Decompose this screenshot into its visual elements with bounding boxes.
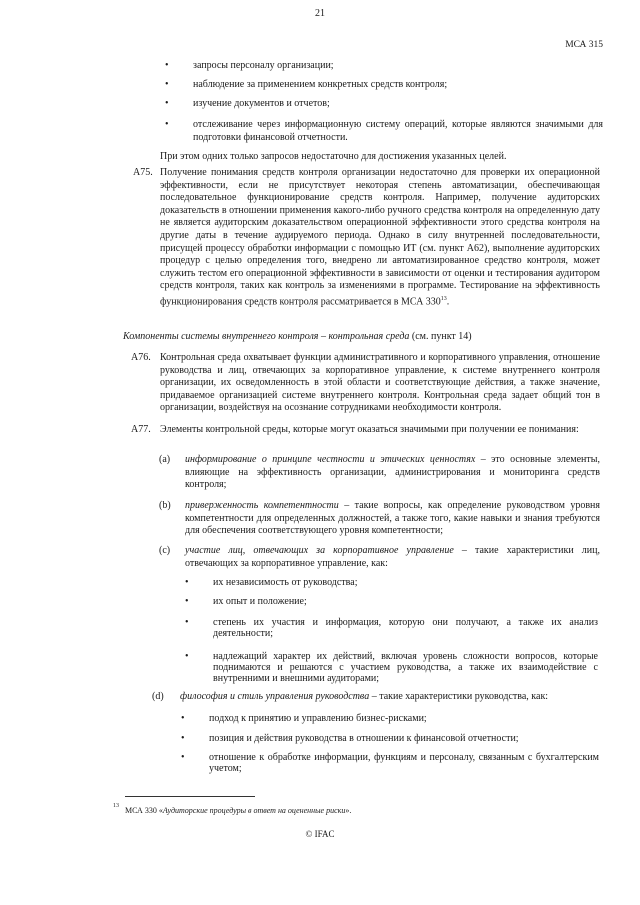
- item-label: (c): [159, 545, 171, 556]
- item-label: (a): [159, 454, 171, 465]
- list-item: • степень их участия и информация, которую они получают, а также их анализ деятельности;: [213, 617, 598, 639]
- item-label: (b): [159, 500, 171, 511]
- list-item: • отслеживание через информационную систему операций, которые являются значимыми для подготовки финансовой отчетности.: [193, 119, 603, 144]
- list-item: • подход к принятию и управлению бизнес-рисками;: [209, 713, 599, 724]
- list-item: • запросы персоналу организации;: [193, 60, 603, 71]
- paragraph-a77: Элементы контрольной среды, которые могут оказаться значимыми при получении ее понимания:: [160, 424, 579, 435]
- paragraph-number: A77.: [131, 424, 151, 435]
- paragraph-note: При этом одних только запросов недостаточно для достижения указанных целей.: [160, 151, 507, 162]
- footnote: 13 МСА 330 «Аудиторские процедуры в ответ на оцененные риски».: [113, 803, 352, 815]
- list-item: • отношение к обработке информации, функциям и персоналу, связанным с бухгалтерским учетом;: [209, 752, 599, 774]
- section-heading: Компоненты системы внутреннего контроля – контрольная среда (см. пункт 14): [123, 331, 472, 342]
- paragraph-a75: Получение понимания средств контроля организации недостаточно для проверки их операционной эффективности, если не присутствует некоторая степень автоматизации, обеспечивающая последовательное функционирование средств контроля. Например, получение аудиторских доказательств в отношении применения какого-либо ручного средства контроля на определенную дату не является аудиторским доказательством операционной эффективности этого средства контроля на другие даты в течение аудируемого периода. Однако в силу внутренней последовательности, присущей процессу обработки информации с помощью ИТ (см. пункт A62), выполнение аудиторских процедур с целью определения того, внедрено ли автоматизированное средство контроля, может служить тестом его операционной эффективности в зависимости от оценки и тестирования аудитором средств контроля, таких как контроль за изменениями в программе. Тестирование на эффективность функционирования средств контроля рассматривается в МСА $330^{13}$.: [160, 167, 600, 308]
- footnote-ref: 13: [440, 295, 447, 302]
- standard-code: МСА 315: [565, 40, 603, 50]
- item-d: философия и стиль управления руководства – такие характеристики руководства, как:: [180, 691, 549, 702]
- list-item: • их опыт и положение;: [213, 596, 598, 607]
- paragraph-number: A75.: [133, 167, 153, 178]
- page-number: 21: [315, 8, 325, 19]
- page-footer: © IFAC: [305, 829, 335, 839]
- list-item: • наблюдение за применением конкретных средств контроля;: [193, 79, 603, 90]
- paragraph-number: A76.: [131, 352, 151, 363]
- item-b: приверженность компетентности – такие вопросы, как определение руководством уровня компетентности для определенных должностей, а также того, какие навыки и знания требуются для обеспечения соответствующего уровня компетентности;: [185, 500, 600, 537]
- item-label: (d): [152, 691, 164, 702]
- list-item: • позиция и действия руководства в отношении к финансовой отчетности;: [209, 733, 599, 744]
- list-item: • изучение документов и отчетов;: [193, 98, 603, 109]
- footnote-divider: [125, 796, 255, 797]
- list-item: • надлежащий характер их действий, включая уровень сложности вопросов, которые поднимаются и решаются с участием руководства, а также их взаимодействие с внутренними и внешними аудиторами;: [213, 651, 598, 684]
- item-c: участие лиц, отвечающих за корпоративное управление – такие характеристики лиц, отвечающих за корпоративное управление, как:: [185, 545, 600, 569]
- list-item: • их независимость от руководства;: [213, 577, 598, 588]
- paragraph-a76: Контрольная среда охватывает функции административного и корпоративного управления, отношение руководства и лиц, отвечающих за корпоративное управление, к системе внутреннего контроля организации, их осведомленность в этой области и соответствующие действия, а также значение, придаваемое организацией системе внутреннего контроля. Контрольная среда задает общий тон в организации, воздействуя на осознание сотрудниками необходимости контроля.: [160, 352, 600, 414]
- item-a: информирование о принципе честности и этических ценностях – это основные элементы, влияющие на эффективность организации, администрирования и мониторинга средств контроля;: [185, 454, 600, 491]
